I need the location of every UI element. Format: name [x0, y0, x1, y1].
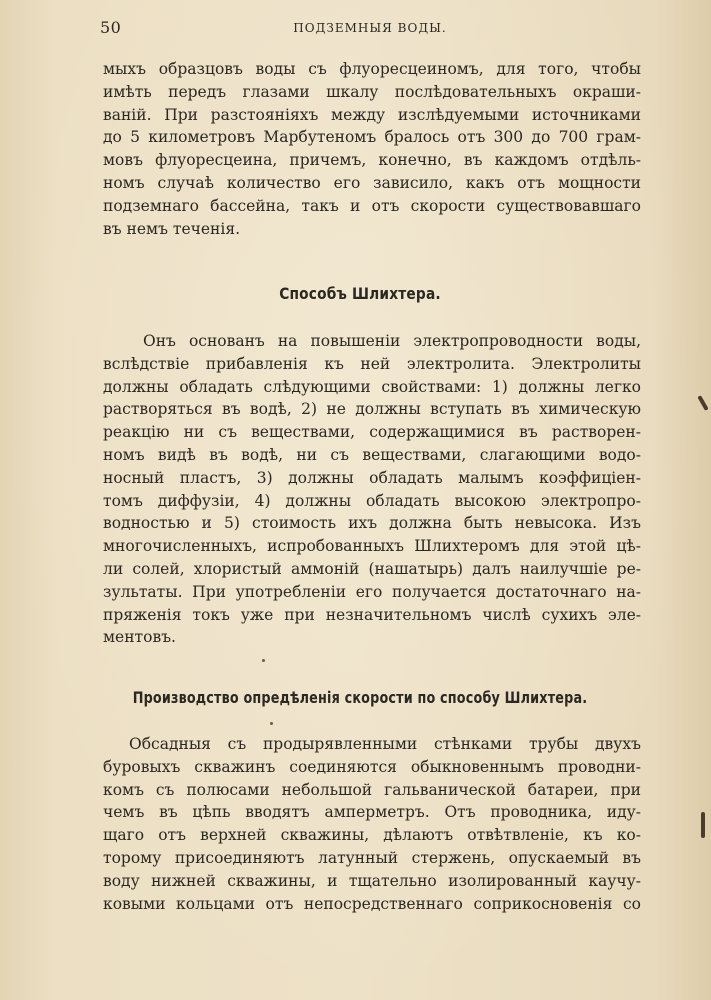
text-line: ваній. При разстояніяхъ между изслѣдуемыми источниками — [103, 105, 641, 124]
scan-speck — [262, 659, 265, 662]
scan-edge-mark — [701, 812, 705, 838]
schlichter-paragraph — [103, 330, 641, 649]
procedure-paragraph — [103, 733, 641, 915]
text-line: Обсадныя съ продырявленными стѣнками трубы двухъ — [129, 735, 641, 753]
text-line: Онъ основанъ на повышеніи электропроводности воды, — [143, 332, 641, 350]
text-line: номъ видѣ въ водѣ, ни съ веществами, слагающими водо- — [103, 445, 641, 464]
text-line: щаго отъ верхней скважины, дѣлаютъ отвѣтвленіе, къ ко- — [103, 826, 641, 845]
text-line: подземнаго бассейна, такъ и отъ скорости существовавшаго — [103, 196, 641, 215]
intro-paragraph — [103, 58, 641, 240]
text-line: реакцію ни съ веществами, содержащимися въ растворен- — [103, 423, 641, 442]
text-line: томъ диффузіи, 4) должны обладать высокою электропро- — [103, 491, 641, 510]
text-line: носный пластъ, 3) должны обладать малымъ коэффиціен- — [103, 468, 641, 487]
text-line: вслѣдствіе прибавленія къ ней электролита. Электролиты — [103, 354, 641, 373]
text-line: номъ случаѣ количество его зависило, какъ отъ мощности — [103, 173, 641, 192]
text-line: буровыхъ скважинъ соединяются обыкновеннымъ проводни- — [103, 757, 641, 776]
text-line: воду нижней скважины, и тщательно изолированный каучу- — [103, 871, 641, 890]
text-line: ментовъ. — [103, 628, 176, 647]
page-header — [100, 18, 640, 42]
text-line: мовъ флуоресцеина, причемъ, конечно, въ каждомъ отдѣль- — [103, 151, 641, 170]
page-number: 50 — [100, 18, 122, 37]
text-line: мыхъ образцовъ воды съ флуоресцеиномъ, для того, чтобы — [103, 60, 641, 78]
text-line: торому присоединяютъ латунный стержень, опускаемый въ — [103, 848, 641, 867]
text-line: ковыми кольцами отъ непосредственнаго соприкосновенія со — [103, 894, 641, 913]
text-line: до 5 километровъ Марбутеномъ бралось отъ 300 до 700 грам- — [103, 128, 641, 147]
section-heading-schlichter: Способъ Шлихтера. — [279, 284, 441, 303]
scan-speck — [270, 722, 273, 725]
text-line: многочисленныхъ, испробованныхъ Шлихтеромъ для этой цѣ- — [103, 537, 641, 556]
scan-edge-mark — [697, 395, 708, 411]
section-heading-procedure: Производство опредѣленія скорости по способу Шлихтера. — [132, 688, 588, 707]
text-line: зультаты. При употребленіи его получается достаточнаго на- — [103, 582, 641, 601]
text-line: ли солей, хлористый аммоній (нашатырь) далъ наилучшіе ре- — [103, 559, 641, 578]
text-line: чемъ въ цѣпь вводятъ амперметръ. Отъ проводника, иду- — [103, 803, 641, 822]
text-line: имѣть передъ глазами шкалу послѣдовательныхъ окраши- — [103, 82, 641, 101]
text-line: должны обладать слѣдующими свойствами: 1) должны легко — [103, 377, 641, 396]
text-line: водностью и 5) стоимость ихъ должна быть невысока. Изъ — [103, 514, 641, 533]
text-line: комъ съ полюсами небольшой гальванической батареи, при — [103, 780, 641, 799]
text-line: въ немъ теченія. — [103, 219, 241, 238]
running-title: ПОДЗЕМНЫЯ ВОДЫ. — [293, 21, 447, 35]
text-line: растворяться въ водѣ, 2) не должны вступать въ химическую — [103, 400, 641, 419]
text-line: пряженія токъ уже при незначительномъ числѣ сухихъ эле- — [103, 605, 641, 624]
